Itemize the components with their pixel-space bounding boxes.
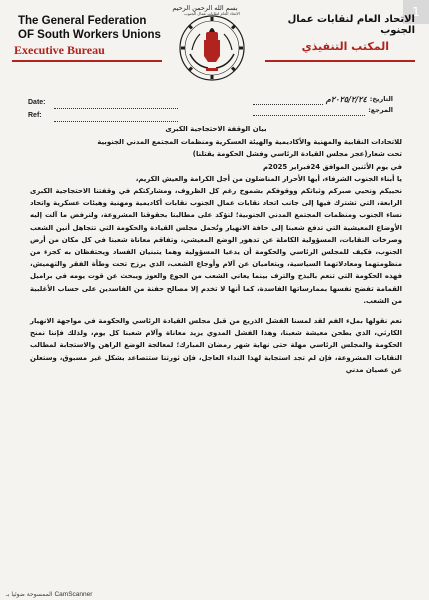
statement-paragraph-2: نعم نقولها بملء الفم لقد لمسنا الفشل الذريع من قبل مجلس القيادة الرئاسي والحكومة في مواجهة الانهيار الكارثي، الذي يطحن معيشة شعبنا، وهذا الفشل المدوي يزيد معاناة وآلام شعبنا كل يوم، ولذلك فإننا نمنح الحكومة والمجلس الرئاسي مهلة حتى نهاية شهر رمضان المبارك؛ لمعالجة الوضع الراهن والاستجابة لمطالب النقابات المشروعة، فإن لم تجد استجابة لهذا النداء العاجل، فإن ثورتنا ستتصاعد بشكل غير مسبوق، وستعلن عن عصيان مدني bbox=[30, 317, 402, 374]
ref-label-english: Ref: bbox=[28, 112, 42, 119]
emblem-caption: الاتحاد العام لنقابات عمال الجنوب bbox=[184, 11, 240, 16]
letterhead-rule-right bbox=[265, 60, 415, 62]
statement-greeting: يا أبناء الجنوب الشرفاء، أيها الأحرار المناضلون من أجل الكرامة والعيش الكريم، bbox=[135, 174, 402, 183]
ref-dotted-line bbox=[54, 113, 178, 122]
org-name-arabic: الاتحاد العام لنقابات عمال الجنوب bbox=[287, 14, 415, 36]
meta-english bbox=[28, 96, 178, 122]
executive-bureau-english: Executive Bureau bbox=[14, 43, 105, 57]
basmala: بسم الله الرحمن الرحيم bbox=[172, 4, 238, 12]
scanner-app-name: CamScanner bbox=[54, 591, 93, 598]
org-name-english-line1: The General Federation bbox=[18, 15, 147, 27]
date-dotted-line-arabic bbox=[253, 97, 323, 105]
federation-emblem-icon bbox=[176, 10, 248, 82]
scanner-footer bbox=[6, 591, 306, 598]
statement-intro-3: في يوم الأثنين الموافق 24فبراير 2025م bbox=[262, 162, 402, 171]
ref-line-arabic bbox=[253, 105, 393, 116]
org-name-english-line2: OF South Workers Unions bbox=[18, 29, 161, 41]
date-line-english bbox=[28, 96, 178, 109]
date-label-english: Date: bbox=[28, 99, 46, 106]
scanner-footer-text: الممسوحة ضوئيا بـ bbox=[6, 591, 53, 598]
page-number-badge: 1 bbox=[403, 0, 429, 24]
executive-bureau-arabic: المكتب التنفيذي bbox=[301, 40, 389, 53]
meta-arabic bbox=[253, 94, 393, 116]
date-dotted-line bbox=[54, 100, 178, 109]
ref-line-english bbox=[28, 109, 178, 122]
ref-label-arabic: المرجع: bbox=[368, 106, 393, 114]
statement-intro-1: للاتحادات النقابية والمهنية والأكاديمية والهيئة العسكرية ومنظمات المجتمع المدني الجنوبية bbox=[97, 138, 402, 147]
letterhead-rule-left bbox=[12, 60, 162, 62]
ref-dotted-line-arabic bbox=[253, 108, 365, 116]
org-name-english bbox=[18, 14, 168, 42]
statement-body bbox=[30, 123, 402, 376]
statement-intro-2: تحت شعار(عجز مجلس القيادة الرئاسي وفشل الحكومة يقتلنا) bbox=[192, 150, 402, 159]
statement-title: بيان الوقفة الاحتجاجية الكبرى bbox=[165, 125, 267, 133]
date-line-arabic bbox=[253, 94, 393, 105]
date-value-handwritten: ٢٠٢٥/٢/٢٤م bbox=[325, 94, 367, 104]
paragraph-gap bbox=[30, 307, 402, 315]
statement-paragraph-1: نحييكم ونحيي صبركم وثباتكم ووقوفكم بشموخ رغم كل الظروف، ومشاركتكم في وقفتنا الاحتجاجية الكبرى الرابعة، التي تشترك فيها إلى جانب اتحاد نقابات عمال الجنوب نقابات أكاديمية ومهنية وهيئات عسكرية واتحاد نساء الجنوب ومنظمات المجتمع المدني الجنوبية؛ لنؤكد على مطالبنا بحقوقنا المشروعة، ولنرفض ما آلت إليه الأوضاع المعيشية التي تدفع شعبنا إلى حافة الانهيار وتُحمل مجلس القيادة والحكومة التي تتجاهل أنين الشعب وصرخات النقابات، المسؤولية الكاملة عن تدهور الوضع المعيشي، وتفاقم معاناة شعبنا في كل مكان من أرض الجنوب، فكيف للمجلس الرئاسي والحكومة أن يدعيا المسؤولية وهما يتبنيان الفساد ويحتفظان به كجزء من منظومتهما ومعادلاتهما السياسية، ويتعاميان عن آلام وأوجاع الشعب، الذي يرزح تحت وطأة الفقر والتهميش، فهذه الحكومة التي تنعم بالبذخ والترف بينما يعاني الشعب من الجوع والعوز ويبحث عن قوت يومه في براميل القمامة تفضح نفسها بممارساتها الفاسدة، كما أنها لا تخدم إلا مصالح حفنة من الفاسدين على حساب الأغلبية من الشعب. bbox=[30, 187, 402, 305]
date-label-arabic: التاريخ: bbox=[369, 95, 393, 103]
